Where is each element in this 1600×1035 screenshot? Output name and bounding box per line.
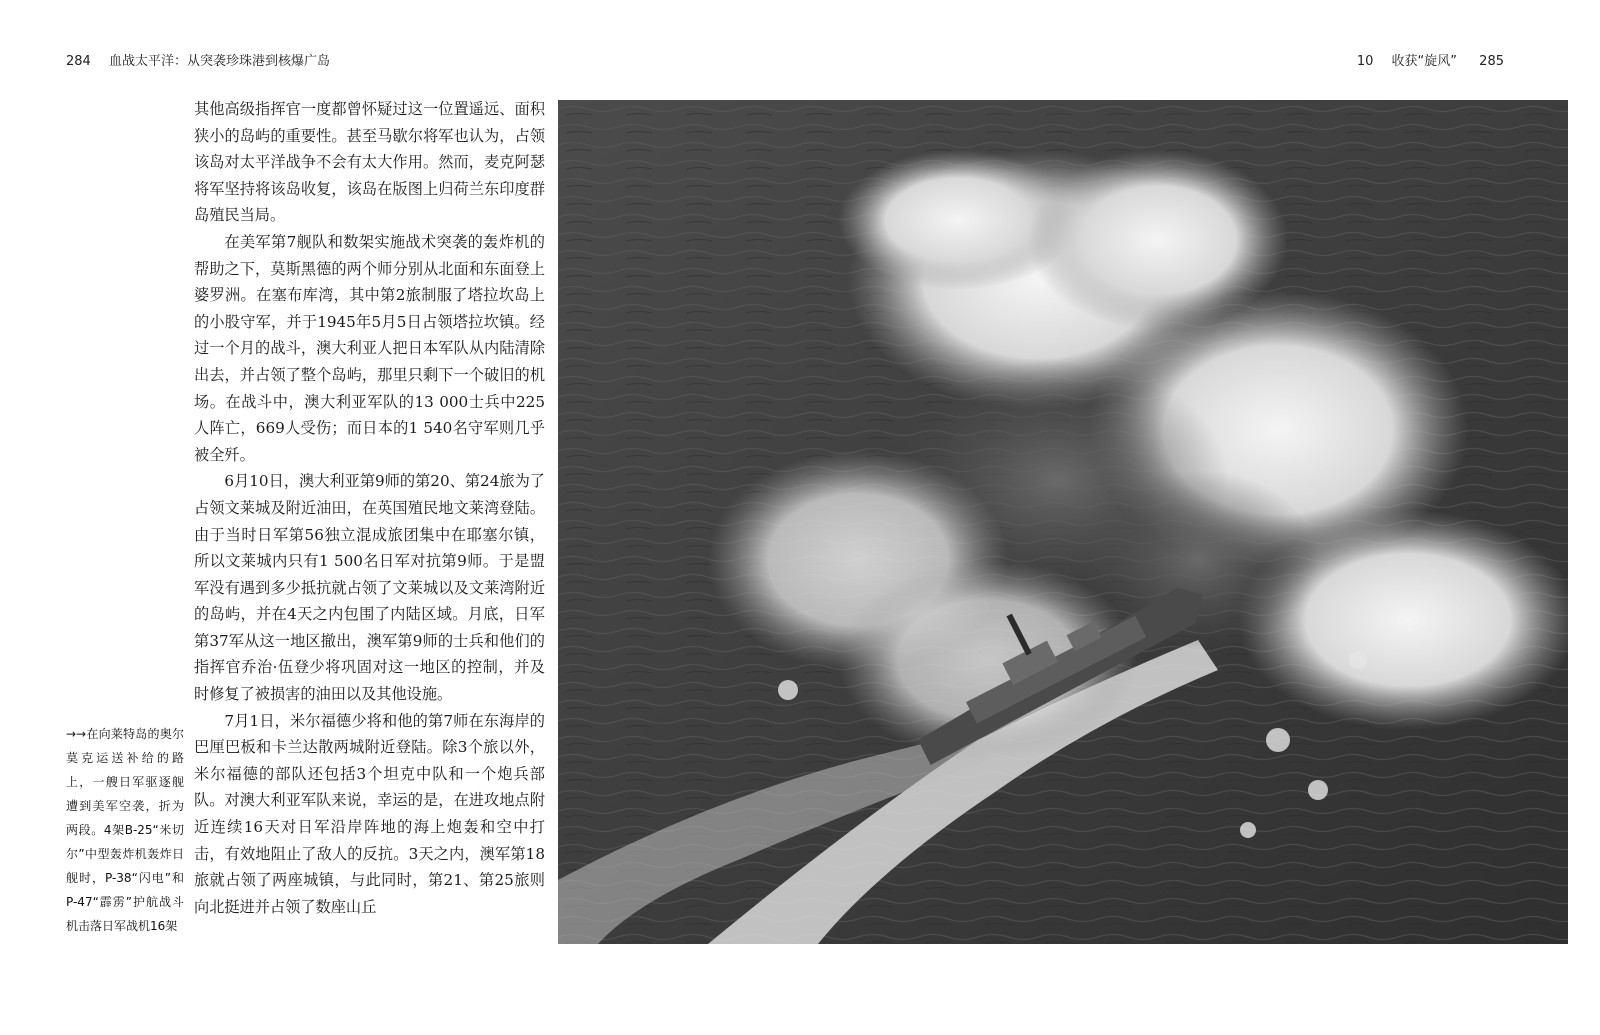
paragraph: 6月10日，澳大利亚第9师的第20、第24旅为了占领文莱城及附近油田，在英国殖民地文莱湾登陆。由于当时日军第56独立混成旅团集中在耶塞尔镇，所以文莱城内只有1 500名日军对抗第9师。于是盟军没有遇到多少抵抗就占领了文莱城以及文莱湾附近的岛屿，并在4天之内包围了内陆区域。月底，日军第37军从这一地区撤出，澳军第9师的士兵和他们的指挥官乔治·伍登少将巩固对这一地区的控制，并及时修复了被损害的油田以及其他设施。 <box>194 472 545 704</box>
paragraph: 在美军第7舰队和数架实施战术突袭的轰炸机的帮助之下，莫斯黑德的两个师分别从北面和东面登上婆罗洲。在塞布库湾，其中第2旅制服了塔拉坎岛上的小股守军，并于1945年5月5日占领塔拉坎镇。经过一个月的战斗，澳大利亚人把日本军队从内陆清除出去，并占领了整个岛屿，那里只剩下一个破旧的机场。在战斗中，澳大利亚军队的13 000士兵中225人阵亡，669人受伤；而日本的1 540名守军则几乎被全歼。 <box>194 232 545 464</box>
chapter-title: 收获“旋风” <box>1391 54 1458 69</box>
chapter-number: 10 <box>1356 54 1374 69</box>
photo-caption: →→在向莱特岛的奥尔莫克运送补给的路上，一艘日军驱逐舰遭到美军空袭，折为两段。4架B-25“米切尔”中型轰炸机轰炸日舰时，P-38“闪电”和P-47“霹雳”护航战斗机击落日军战机16架 <box>66 727 184 933</box>
aerial-photo <box>558 100 1568 944</box>
paragraph: 7月1日，米尔福德少将和他的第7师在东海岸的巴厘巴板和卡兰达散两城附近登陆。除3个旅以外，米尔福德的部队还包括3个坦克中队和一个炮兵部队。对澳大利亚军队来说，幸运的是，在进攻地点附近连续16天对日军沿岸阵地的海上炮轰和空中打击，有效地阻止了敌人的反抗。3天之内，澳军第18旅就占领了两座城镇，与此同时，第21、第25旅则向北挺进并占领了数座山丘 <box>194 711 545 916</box>
book-title: 血战太平洋：从突袭珍珠港到核爆广岛 <box>108 54 330 69</box>
right-page-number: 285 <box>1479 54 1504 69</box>
running-head-left <box>66 50 330 69</box>
running-head-right <box>1357 50 1504 69</box>
body-text-column <box>194 96 545 956</box>
paragraph: 其他高级指挥官一度都曾怀疑过这一位置遥远、面积狭小的岛屿的重要性。甚至马歇尔将军也认为，占领该岛对太平洋战争不会有太大作用。然而，麦克阿瑟将军坚持将该岛收复，该岛在版图上归荷兰东印度群岛殖民当局。 <box>194 100 545 225</box>
left-page-number: 284 <box>66 54 91 69</box>
